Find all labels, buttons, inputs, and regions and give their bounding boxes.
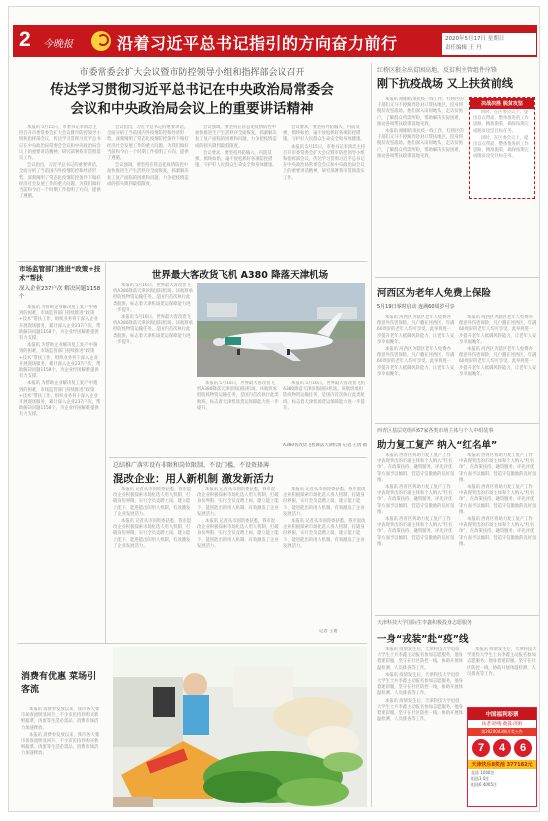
lottery-prize-amount: 377182元 — [506, 762, 533, 768]
a380-airplane-photo — [197, 283, 365, 377]
lottery-prize — [468, 760, 536, 769]
lottery-table — [468, 769, 536, 789]
editor-line: 责任编辑 王 丹 — [445, 44, 482, 51]
vegetable-market-photo — [113, 647, 367, 807]
right-top-kicker: 红桥区狠全出贫困高地，反贫利主管组件序锋 — [377, 67, 498, 74]
divider — [375, 615, 539, 616]
brand-logo-text: 今晚报 — [43, 39, 73, 50]
volunteer-body-col2: 本报讯 疫情发生后，天津科技大学退役大学生士兵李鑫主动报名参加志愿服务，他身着迷彩服，坚守在社区防控一线，协助开展体温检测、人员排查等工作。 — [467, 647, 537, 677]
mixed-reform-body-col1: 本报讯 记者从市国资委获悉，我市混改企业积极探索市场化选人用人机制，打破身份界限，实行全员竞聘上岗，建立能上能下、能进能出的用人机制，有效激发了企业发展活力。 本报讯 记者从市国资委获悉，我市混改企业积极探索市场化选人用人机制，打破身份界限，实行全员竞聘上岗，建立能上能下、能进能出的用人机制，有效激发了企业发展活力。 — [113, 487, 192, 549]
divider — [375, 277, 539, 278]
lead-headline-line2: 会议和中央政治局会议上的重要讲话精神 — [70, 101, 314, 117]
volunteer-kicker: 天津科技大学国际生李鑫积极投身志愿服务 — [377, 620, 473, 626]
consumption-body: 本报讯 消费券发放以来，我市各大菜市场客流明显回升，不少市民持券购买新鲜蔬菜、肉蛋等生活必需品，消费市场活力加速释放。 本报讯 消费券发放以来，我市各大菜市场客流明显回升，不少市民持券购买新鲜蔬菜、肉蛋等生活必需品，消费市场活力加速释放。 — [21, 707, 100, 757]
party-emblem-icon — [91, 31, 111, 51]
volunteer-body-col1: 本报讯 疫情发生后，天津科技大学退役大学生士兵李鑫主动报名参加志愿服务，他身着迷彩服，坚守在社区防控一线，协助开展体温检测、人员排查等工作。 本报讯 疫情发生后，天津科技大学退役大学生士兵李鑫主动报名参加志愿服务，他身着迷彩服，坚守在社区防控一线，协助开展体温检测、人员排查等工作。 本报讯 疫情发生后，天津科技大学退役大学生士兵李鑫主动报名参加志愿服务，他身着迷彩服，坚守在社区防控一线，协助开展体温检测、人员排查等工作。 — [377, 647, 463, 723]
column-divider — [105, 263, 106, 643]
right-top-body: 本报讯 刚刚结束抗疫一线工作，红桥区的干部们又马不停蹄奔赴对口帮扶地区，投身到脱贫攻坚战场。他们深入田间地头，走访贫困户，了解群众所需所盼，帮助解决实际困难，推动各项帮扶政策落地见效。 本报讯 刚刚结束抗疫一线工作，红桥区的干部们又马不停蹄奔赴对口帮扶地区，投身到脱贫攻坚战场。他们深入田间地头，走访贫困户，了解群众所需所盼，帮助解决实际困难，推动各项帮扶政策落地见效。 — [377, 97, 464, 159]
recovery-body-col1: 本报讯 西青区将助力复工复产工作中表现突出的市场主体和个人纳入“红名单”，在政策扶持、融资服务、评先评优等方面予以倾斜，营造守信激励的良好氛围。 本报讯 西青区将助力复工复产工作中表现突出的市场主体和个人纳入“红名单”，在政策扶持、融资服务、评先评优等方面予以倾斜，营造守信激励的良好氛围。 本报讯 西青区将助力复工复产工作中表现突出的市场主体和个人纳入“红名单”，在政策扶持、融资服务、评先评优等方面予以倾斜，营造守信激励的良好氛围。 — [377, 453, 455, 547]
lottery-row: 组选3 0注 — [471, 776, 490, 781]
divider — [17, 261, 367, 262]
lottery-row: 组选6 4005注 — [471, 782, 497, 787]
date-line: 2020年5月17日 星期日 — [445, 36, 505, 42]
lead-body-col3: 会议强调，要坚持在常态化疫情防控中加快推进生产生活秩序全面恢复，抓紧解决复工复产面临的困难和问题，力争把疫情造成的损失降到最低限度。 会议要求，要坚持外防输入、内防反弹，慎终如始、毫不放松抓好各项防控措施，守护好人民群众生命安全和身体健康。 — [195, 125, 277, 169]
lottery-slogan: 扶老·助残·救孤·济困 — [481, 722, 523, 727]
mixed-reform-headline: 混改企业：用人新机制 激发新活力 — [113, 473, 275, 485]
recovery-headline: 助力复工复产 纳入“红名单” — [377, 440, 498, 451]
lottery-ball: 7 — [472, 739, 490, 757]
lottery-prize-label: 天津快乐8奖池 — [471, 762, 505, 768]
hexi-body-col2: 本报讯 河西区为辖区老年人免费办理意外伤害保险，凡户籍在河西区、年满60周岁的老年人均可享受。此举将进一步提升老年人抵御风险能力，让老年人安享幸福晚年。 本报讯 河西区为辖区老年人免费办理意外伤害保险，凡户籍在河西区、年满60周岁的老年人均可享受。此举将进一步提升老年人抵御风险能力，让老年人安享幸福晚年。 — [459, 315, 537, 377]
mixed-reform-kicker: 总结推广落实设有非限和岗位限制，不设门槛，不设资择薄 — [113, 462, 270, 469]
recovery-body-col2: 本报讯 西青区将助力复工复产工作中表现突出的市场主体和个人纳入“红名单”，在政策扶持、融资服务、评先评优等方面予以倾斜，营造守信激励的良好氛围。 本报讯 西青区将助力复工复产工作中表现突出的市场主体和个人纳入“红名单”，在政策扶持、融资服务、评先评优等方面予以倾斜，营造守信激励的良好氛围。 本报讯 西青区将助力复工复产工作中表现突出的市场主体和个人纳入“红名单”，在政策扶持、融资服务、评先评优等方面予以倾斜，营造守信激励的良好氛围。 — [459, 453, 537, 547]
poverty-campaign-box — [469, 97, 535, 199]
lead-body-col4: 会议要求，要坚持外防输入、内防反弹，慎终如始、毫不放松抓好各项防控措施，守护好人民群众生命安全和身体健康。 本报讯 5月15日，市委书记李鸿忠主持召开市委常委会扩大会议暨市防控领导小组和指挥部会议，传达学习贯彻习近平总书记在中央政治局常委会会议和中央政治局会议上的重要讲话精神，研究部署我市贯彻落实工作。 — [283, 125, 366, 181]
lottery-row: 直选 1040注 — [471, 770, 495, 775]
lottery-balls — [468, 736, 536, 760]
mixed-reform-body-col2: 本报讯 记者从市国资委获悉，我市混改企业积极探索市场化选人用人机制，打破身份界限，实行全员竞聘上岗，建立能上能下、能进能出的用人机制，有效激发了企业发展活力。 本报讯 记者从市国资委获悉，我市混改企业积极探索市场化选人用人机制，打破身份界限，实行全员竞聘上岗，建立能上能下、能进能出的用人机制，有效激发了企业发展活力。 — [197, 487, 279, 549]
consumption-headline: 消费有优惠 菜场引客流 — [21, 672, 97, 695]
page-number: 2 — [19, 28, 31, 51]
market-supervision-body: 本报讯 为帮助企业解决复工复产中遇到的困难，市场监管部门持续推进“政策+技术”帮扶工作，组织业务骨干深入企业开展现场服务，累计深入企业237户次，帮助解决问题1158个，为企业纾困解难提供有力支撑。 本报讯 为帮助企业解决复工复产中遇到的困难，市场监管部门持续推进“政策+技术”帮扶工作，组织业务骨干深入企业开展现场服务，累计深入企业237户次，帮助解决问题1158个，为企业纾困解难提供有力支撑。 本报讯 为帮助企业解决复工复产中遇到的困难，市场监管部门持续推进“政策+技术”帮扶工作，组织业务骨干深入企业开展现场服务，累计深入企业237户次，帮助解决问题1158个，为企业纾困解难提供有力支撑。 — [19, 305, 101, 418]
poverty-box-title: 决战决胜 脱贫攻坚 — [470, 98, 534, 109]
lottery-title: 中国福利彩票 — [468, 708, 536, 720]
lead-headline — [17, 81, 367, 119]
lead-kicker: 市委常委会扩大会议暨市防控领导小组和指挥部会议召开 — [79, 68, 305, 78]
hexi-subhead: 5月19日零时启动 连满60周岁可享 — [377, 304, 455, 310]
market-supervision-headline: 市场监管部门推进“政策+技术”帮扶 — [19, 265, 101, 282]
market-supervision-subhead: 深入企业237户次 解决问题1158个 — [19, 286, 101, 300]
lottery-ball: 4 — [493, 739, 511, 757]
column-divider — [371, 63, 372, 807]
lottery-draw-number: 第2020043期开奖公告 — [468, 728, 536, 736]
lottery-ball: 6 — [514, 739, 532, 757]
lead-body-col2: 会议指出，习近平总书记的重要讲话，全面分析了当前国内外疫情防控和经济形势，深刻阐明了常态化疫情防控条件下做好经济社会发展工作的重大问题，为我们做好当前和今后一个时期工作指明了方向、提供了遵循。 会议强调，要坚持在常态化疫情防控中加快推进生产生活秩序全面恢复，抓紧解决复工复产面临的困难和问题，力争把疫情造成的损失降到最低限度。 — [107, 125, 189, 187]
a380-caption: A380客改货飞机降落天津机场 记者 王倩 摄 — [283, 443, 367, 448]
lottery-box — [467, 707, 537, 807]
newspaper-page — [8, 6, 540, 812]
hexi-body-col1: 本报讯 河西区为辖区老年人免费办理意外伤害保险，凡户籍在河西区、年满60周岁的老年人均可享受。此举将进一步提升老年人抵御风险能力，让老年人安享幸福晚年。 本报讯 河西区为辖区老年人免费办理意外伤害保险，凡户籍在河西区、年满60周岁的老年人均可享受。此举将进一步提升老年人抵御风险能力，让老年人安享幸福晚年。 — [377, 315, 455, 377]
a380-body-col3: 本报讯 5月16日，世界最大客改货飞机A380降落天津滨海国际机场。该航班承担防疫物资运输任务，是国内首次执行此类航班，标志着天津机场货运保障能力进一步提升。 — [283, 381, 366, 411]
divider — [17, 643, 367, 644]
divider — [109, 457, 367, 458]
a380-body-col2: 本报讯 5月16日，世界最大客改货飞机A380降落天津滨海国际机场。该航班承担防疫物资运输任务，是国内首次执行此类航班，标志着天津机场货运保障能力进一步提升。 — [197, 381, 279, 411]
hexi-headline: 河西区为老年人免费上保险 — [377, 288, 492, 299]
mixed-reform-byline: 记者 王倩 — [319, 629, 338, 634]
masthead-title: 沿着习近平总书记指引的方向奋力前行 — [117, 34, 398, 53]
volunteer-headline: 一身“戎装”赴“疫”线 — [377, 634, 469, 645]
a380-headline: 世界最大客改货飞机 A380 降落天津机场 — [151, 270, 329, 281]
masthead — [13, 25, 537, 57]
recovery-kicker: 西青区基层党组织67家各类市场主体与个人中组装事 — [377, 428, 494, 434]
lead-body-col1: 本报讯 5月15日，市委书记李鸿忠主持召开市委常委会扩大会议暨市防控领导小组和指挥部会议，传达学习贯彻习近平总书记在中央政治局常委会会议和中央政治局会议上的重要讲话精神，研究部署我市贯彻落实工作。 会议指出，习近平总书记的重要讲话，全面分析了当前国内外疫情防控和经济形势，深刻阐明了常态化疫情防控条件下做好经济社会发展工作的重大问题，为我们做好当前和今后一个时期工作指明了方向、提供了遵循。 — [19, 125, 101, 200]
poverty-box-body: 同时，在区委会议上，提出以点带面、整体推进的工作思路，精准施策，确保按期完成脱贫攻坚目标任务。 同时，在区委会议上，提出以点带面、整体推进的工作思路，精准施策，确保按期完成脱贫攻坚目标任务。 — [473, 110, 529, 160]
mixed-reform-body-col3: 本报讯 记者从市国资委获悉，我市混改企业积极探索市场化选人用人机制，打破身份界限，实行全员竞聘上岗，建立能上能下、能进能出的用人机制，有效激发了企业发展活力。 本报讯 记者从市国资委获悉，我市混改企业积极探索市场化选人用人机制，打破身份界限，实行全员竞聘上岗，建立能上能下、能进能出的用人机制，有效激发了企业发展活力。 — [283, 487, 366, 549]
lead-headline-line1: 传达学习贯彻习近平总书记在中央政治局常委会 — [50, 82, 334, 98]
a380-body: 本报讯 5月16日，世界最大客改货飞机A380降落天津滨海国际机场。该航班承担防疫物资运输任务，是国内首次执行此类航班，标志着天津机场货运保障能力进一步提升。 本报讯 5月16日，世界最大客改货飞机A380降落天津滨海国际机场。该航班承担防疫物资运输任务，是国内首次执行此类航班，标志着天津机场货运保障能力进一步提升。 — [113, 283, 193, 345]
right-top-headline: 刚下抗疫战场 又上扶贫前线 — [377, 77, 513, 90]
date-box — [441, 32, 537, 56]
divider — [375, 423, 539, 424]
